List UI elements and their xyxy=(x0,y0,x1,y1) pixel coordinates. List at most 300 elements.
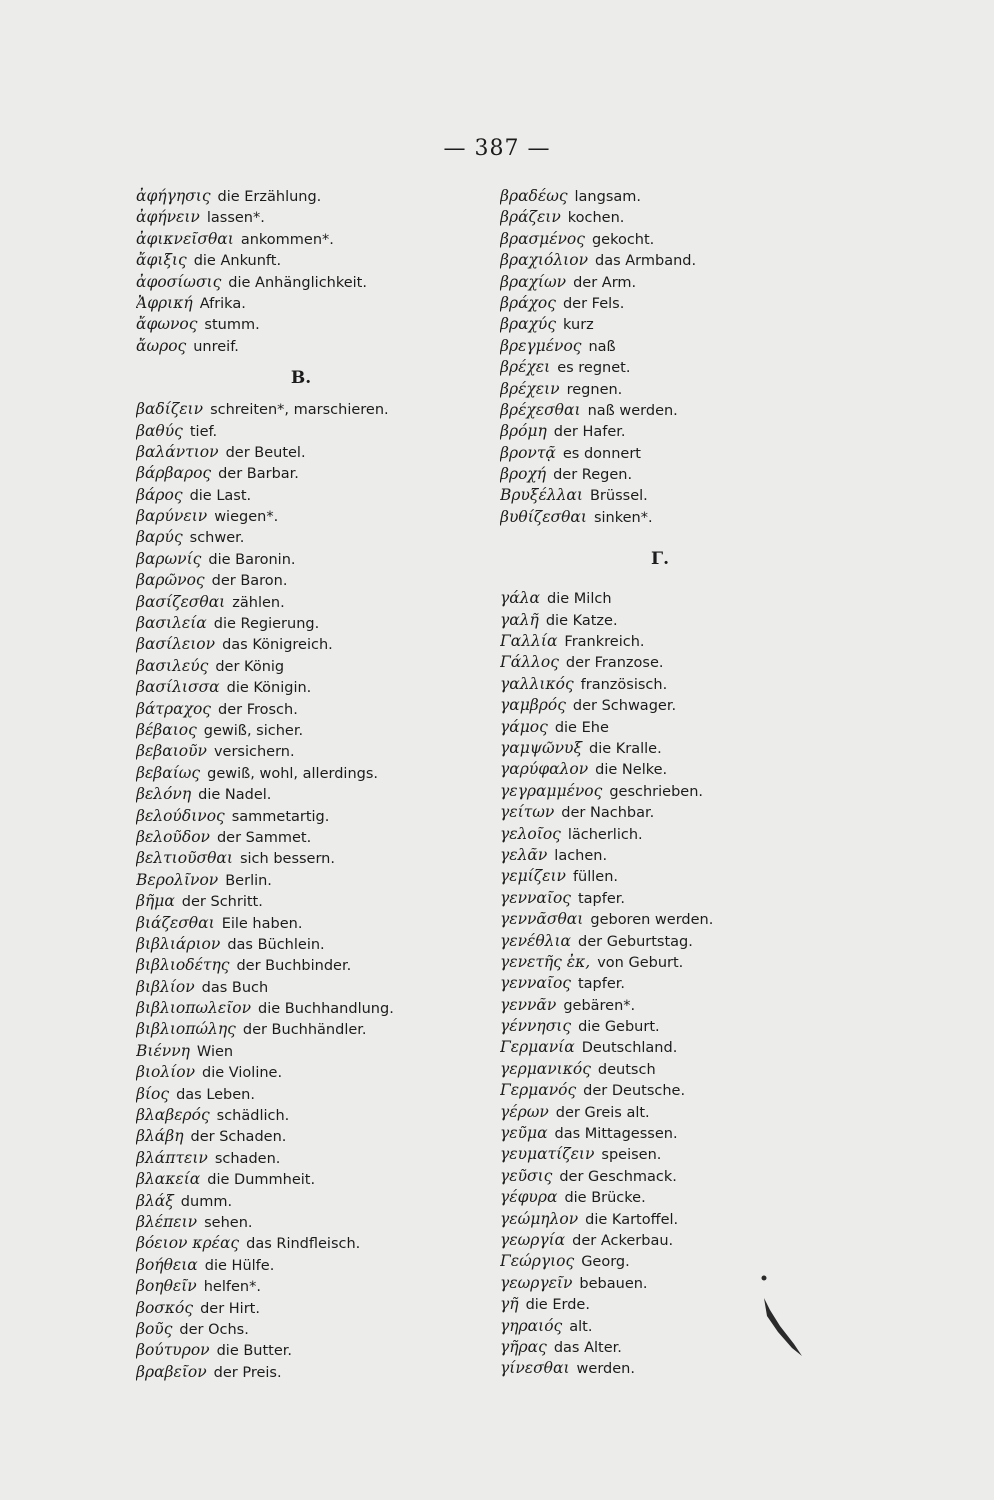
dictionary-entry xyxy=(136,1019,476,1040)
german-translation: der Schaden. xyxy=(190,1129,287,1146)
pencil-mark xyxy=(758,1270,806,1360)
german-translation: alt. xyxy=(569,1318,593,1335)
greek-term: βραβεῖον xyxy=(136,1362,207,1381)
greek-term: βραχύς xyxy=(500,315,557,334)
german-translation: der Hirt. xyxy=(200,1300,260,1317)
greek-term: βιάζεσθαι xyxy=(136,913,215,932)
dictionary-entry xyxy=(136,656,476,677)
dictionary-entry xyxy=(500,695,820,716)
dictionary-entry xyxy=(500,250,820,271)
dictionary-entry xyxy=(136,250,476,271)
dictionary-entry xyxy=(136,442,476,463)
german-translation: helfen*. xyxy=(203,1279,261,1296)
greek-term: γελᾶν xyxy=(500,845,548,864)
dictionary-entry xyxy=(500,229,820,250)
dictionary-entry xyxy=(136,891,476,912)
dictionary-entry xyxy=(500,400,820,421)
dictionary-entry xyxy=(500,357,820,378)
greek-term: βλάπτειν xyxy=(136,1148,208,1167)
greek-term: βρασμένος xyxy=(500,229,585,248)
dictionary-entry xyxy=(500,759,820,780)
german-translation: die Königin. xyxy=(226,680,312,697)
dictionary-entry xyxy=(136,421,476,442)
greek-term: βρέχειν xyxy=(500,379,560,398)
dictionary-entry xyxy=(136,1233,476,1254)
dictionary-entry xyxy=(136,1148,476,1169)
greek-term: βασίλισσα xyxy=(136,678,220,697)
german-translation: Deutschland. xyxy=(581,1040,678,1057)
german-translation: das Armband. xyxy=(595,253,697,270)
german-translation: der Buchhändler. xyxy=(242,1022,367,1039)
greek-term: Γεώργιος xyxy=(500,1252,575,1271)
german-translation: die Ankunft. xyxy=(193,253,282,270)
section-heading-gamma: Γ. xyxy=(651,549,669,570)
dictionary-entry xyxy=(500,1230,820,1251)
dictionary-entry xyxy=(500,931,820,952)
dictionary-entry xyxy=(136,592,476,613)
right-column xyxy=(500,186,820,1380)
dictionary-entry xyxy=(136,720,476,741)
german-translation: die Hülfe. xyxy=(204,1257,275,1274)
dictionary-entry xyxy=(500,379,820,400)
dictionary-entry xyxy=(136,613,476,634)
dictionary-entry xyxy=(136,763,476,784)
greek-term: βιολίον xyxy=(136,1063,196,1082)
german-translation: die Last. xyxy=(189,487,252,504)
dictionary-entry xyxy=(500,1209,820,1230)
german-translation: der Schwager. xyxy=(572,698,677,715)
greek-term: γαλῆ xyxy=(500,610,539,629)
greek-term: γῆρας xyxy=(500,1337,547,1356)
page-number: — 387 — xyxy=(443,136,551,161)
dictionary-entry xyxy=(136,485,476,506)
german-translation: das Buch xyxy=(201,979,269,996)
dictionary-entry xyxy=(500,909,820,930)
greek-term: ἀφικνεῖσθαι xyxy=(136,229,234,248)
greek-term: βραδέως xyxy=(500,187,568,205)
greek-term: γεννᾶν xyxy=(500,995,557,1014)
greek-term: γῆ xyxy=(500,1295,519,1314)
dictionary-entry xyxy=(500,1358,820,1379)
german-translation: das Leben. xyxy=(176,1086,255,1103)
dictionary-entry xyxy=(136,336,476,357)
greek-term: ἀφήνειν xyxy=(136,208,200,227)
dictionary-entry xyxy=(500,293,820,314)
german-translation: speisen. xyxy=(601,1147,662,1164)
greek-term: γεωργία xyxy=(500,1230,566,1249)
greek-term: βαλάντιον xyxy=(136,442,219,461)
dictionary-entry xyxy=(500,674,820,695)
greek-term: βιβλιοπώλης xyxy=(136,1020,236,1039)
greek-term: γεγραμμένος xyxy=(500,781,603,800)
greek-term: βραχιόλιον xyxy=(500,251,588,270)
greek-term: βαρῶνος xyxy=(136,571,205,590)
dictionary-entry xyxy=(136,463,476,484)
german-translation: stumm. xyxy=(204,317,260,334)
greek-term: γεώμηλον xyxy=(500,1209,579,1228)
german-translation: der Barbar. xyxy=(218,466,299,483)
dictionary-entry xyxy=(500,485,820,506)
german-translation: die Brücke. xyxy=(564,1190,646,1207)
greek-term: βαρύς xyxy=(136,528,183,547)
german-translation: lachen. xyxy=(554,847,608,864)
german-translation: der Beutel. xyxy=(225,444,306,461)
greek-term: γελοῖος xyxy=(500,824,561,843)
german-translation: die Milch xyxy=(547,591,612,608)
german-translation: der Ackerbau. xyxy=(572,1232,674,1249)
german-translation: der Regen. xyxy=(553,467,633,484)
dictionary-entry xyxy=(500,1166,820,1187)
greek-term: βίος xyxy=(136,1084,170,1103)
greek-term: γευματίζειν xyxy=(500,1145,595,1164)
german-translation: tapfer. xyxy=(577,890,626,907)
greek-term: γεμίζειν xyxy=(500,867,566,886)
greek-term: ἄωρος xyxy=(136,336,187,355)
greek-term: βασιλεύς xyxy=(136,656,209,675)
dictionary-entry xyxy=(500,995,820,1016)
german-translation: gewiß, wohl, allerdings. xyxy=(207,765,379,782)
german-translation: die Baronin. xyxy=(208,551,296,568)
dictionary-entry xyxy=(136,870,476,891)
greek-term: βυθίζεσθαι xyxy=(500,507,587,526)
german-translation: das Rindfleisch. xyxy=(246,1236,361,1253)
entries-gamma-section xyxy=(500,588,820,1379)
dictionary-entry xyxy=(500,738,820,759)
dictionary-entry xyxy=(136,784,476,805)
dictionary-entry xyxy=(500,1016,820,1037)
greek-term: βλάβη xyxy=(136,1127,184,1146)
dictionary-entry xyxy=(136,1041,476,1062)
german-translation: das Büchlein. xyxy=(227,936,325,953)
greek-term: ἄφιξις xyxy=(136,251,187,270)
greek-term: βασίζεσθαι xyxy=(136,592,226,611)
dictionary-entry xyxy=(136,806,476,827)
greek-term: γεῦμα xyxy=(500,1124,548,1143)
greek-term: βέβαιος xyxy=(136,720,197,739)
german-translation: naß werden. xyxy=(587,402,678,419)
dictionary-entry xyxy=(500,507,820,528)
german-translation: die Nadel. xyxy=(198,787,272,804)
greek-term: βάρος xyxy=(136,485,183,504)
german-translation: schwer. xyxy=(189,530,245,547)
german-translation: geschrieben. xyxy=(609,783,704,800)
german-translation: Afrika. xyxy=(199,295,246,312)
greek-term: γαρύφαλον xyxy=(500,760,589,779)
german-translation: die Nelke. xyxy=(595,762,668,779)
greek-term: γηραιός xyxy=(500,1316,563,1335)
greek-term: ἀφοσίωσις xyxy=(136,272,222,291)
greek-term: γενναῖος xyxy=(500,974,571,993)
german-translation: die Geburt. xyxy=(578,1019,660,1036)
greek-term: βοήθεια xyxy=(136,1255,198,1274)
greek-term: βιβλιοπωλεῖον xyxy=(136,999,252,1018)
german-translation: die Kartoffel. xyxy=(585,1211,679,1228)
german-translation: ankommen*. xyxy=(240,231,334,248)
dictionary-entry xyxy=(136,1319,476,1340)
german-translation: der König xyxy=(215,658,285,675)
german-translation: wiegen*. xyxy=(214,509,279,526)
german-translation: es regnet. xyxy=(557,360,631,377)
greek-term: βαρωνίς xyxy=(136,549,202,568)
german-translation: schädlich. xyxy=(216,1108,290,1125)
german-translation: der Geschmack. xyxy=(559,1168,677,1185)
german-translation: Georg. xyxy=(581,1254,630,1271)
german-translation: versichern. xyxy=(213,744,295,761)
german-translation: die Anhänglichkeit. xyxy=(228,274,367,291)
german-translation: bebauen. xyxy=(579,1275,648,1292)
greek-term: Βερολῖνον xyxy=(136,870,219,889)
greek-term: βρεγμένος xyxy=(500,336,582,355)
greek-term: γίνεσθαι xyxy=(500,1359,570,1378)
greek-term: βασιλεία xyxy=(136,614,207,633)
dictionary-entry xyxy=(136,913,476,934)
greek-term: γαλλικός xyxy=(500,674,574,693)
german-translation: der Fels. xyxy=(562,295,625,312)
dictionary-entry xyxy=(500,888,820,909)
dictionary-entry xyxy=(500,652,820,673)
german-translation: der Franzose. xyxy=(565,655,664,672)
german-translation: die Erzählung. xyxy=(217,189,322,205)
german-translation: deutsch xyxy=(597,1061,656,1078)
dictionary-entry xyxy=(136,955,476,976)
german-translation: die Ehe xyxy=(554,719,609,736)
german-translation: die Buchhandlung. xyxy=(258,1001,394,1018)
greek-term: βρέχει xyxy=(500,358,551,377)
german-translation: sinken*. xyxy=(593,509,653,526)
german-translation: von Geburt. xyxy=(597,954,684,971)
greek-term: βράζειν xyxy=(500,208,561,227)
dictionary-entry xyxy=(500,272,820,293)
dictionary-entry xyxy=(500,1059,820,1080)
german-translation: unreif. xyxy=(193,338,239,355)
dictionary-entry xyxy=(136,527,476,548)
german-translation: die Butter. xyxy=(216,1343,293,1360)
dictionary-entry xyxy=(500,207,820,228)
greek-term: βλακεία xyxy=(136,1170,201,1189)
dictionary-entry xyxy=(136,1298,476,1319)
greek-term: βλαβερός xyxy=(136,1106,210,1125)
german-translation: die Katze. xyxy=(545,612,618,629)
dictionary-entry xyxy=(136,186,476,207)
dictionary-entry xyxy=(136,741,476,762)
german-translation: das Alter. xyxy=(553,1339,622,1356)
german-translation: kurz xyxy=(563,317,594,334)
german-translation: naß xyxy=(588,338,616,355)
german-translation: Berlin. xyxy=(225,872,272,889)
german-translation: langsam. xyxy=(574,189,641,205)
dictionary-entry xyxy=(500,631,820,652)
greek-term: βροντᾷ xyxy=(500,443,556,462)
dictionary-entry xyxy=(500,186,820,207)
dictionary-entry xyxy=(136,1191,476,1212)
german-translation: Frankreich. xyxy=(564,634,645,651)
greek-term: γενετῆς ἐκ, xyxy=(500,952,591,971)
dictionary-entry xyxy=(136,229,476,250)
german-translation: sammetartig. xyxy=(231,808,330,825)
dictionary-entry xyxy=(500,866,820,887)
dictionary-entry xyxy=(500,845,820,866)
dictionary-entry xyxy=(136,1255,476,1276)
greek-term: βοσκός xyxy=(136,1298,194,1317)
german-translation: gewiß, sicher. xyxy=(203,722,304,739)
greek-term: Γερμανός xyxy=(500,1081,577,1100)
greek-term: γεννᾶσθαι xyxy=(500,910,584,929)
greek-term: γάμος xyxy=(500,717,548,736)
german-translation: der Nachbar. xyxy=(561,805,655,822)
dictionary-entry xyxy=(500,824,820,845)
greek-term: γάλα xyxy=(500,589,541,608)
dictionary-entry xyxy=(500,464,820,485)
dictionary-entry xyxy=(136,1212,476,1233)
dictionary-entry xyxy=(500,717,820,738)
german-translation: der Frosch. xyxy=(218,701,298,718)
german-translation: das Mittagessen. xyxy=(554,1126,678,1143)
greek-term: βάτραχος xyxy=(136,699,211,718)
greek-term: βαθύς xyxy=(136,421,183,440)
entries-b-continued-section xyxy=(500,186,820,528)
greek-term: γέρων xyxy=(500,1102,549,1121)
german-translation: werden. xyxy=(576,1361,635,1378)
german-translation: der Sammet. xyxy=(216,829,312,846)
dictionary-entry xyxy=(136,1084,476,1105)
dictionary-entry xyxy=(136,570,476,591)
dictionary-entry xyxy=(136,549,476,570)
greek-term: γεωργεῖν xyxy=(500,1273,573,1292)
german-translation: dumm. xyxy=(180,1193,233,1210)
greek-term: βελούδινος xyxy=(136,806,225,825)
dictionary-entry xyxy=(136,1340,476,1361)
dictionary-entry xyxy=(136,977,476,998)
greek-term: γέφυρα xyxy=(500,1188,558,1207)
greek-term: βάρβαρος xyxy=(136,464,212,483)
entries-b-section xyxy=(136,399,476,1383)
german-translation: kochen. xyxy=(567,210,625,227)
dictionary-entry xyxy=(500,1187,820,1208)
dictionary-entry xyxy=(136,1276,476,1297)
dictionary-entry xyxy=(136,1105,476,1126)
german-translation: geboren werden. xyxy=(590,912,714,929)
greek-term: βαρύνειν xyxy=(136,507,208,526)
greek-term: βελοῦδον xyxy=(136,827,210,846)
greek-term: βοῦς xyxy=(136,1319,173,1338)
german-translation: füllen. xyxy=(572,869,619,886)
dictionary-entry xyxy=(500,610,820,631)
entries-a-section xyxy=(136,186,476,357)
dictionary-entry xyxy=(500,952,820,973)
dictionary-entry xyxy=(500,588,820,609)
greek-term: βελτιοῦσθαι xyxy=(136,849,233,868)
german-translation: Wien xyxy=(196,1043,234,1060)
dictionary-entry xyxy=(500,314,820,335)
greek-term: Γάλλος xyxy=(500,653,559,672)
greek-term: γεῦσις xyxy=(500,1166,553,1185)
greek-term: βούτυρον xyxy=(136,1341,210,1360)
dictionary-entry xyxy=(500,336,820,357)
greek-term: βράχος xyxy=(500,293,556,312)
left-column xyxy=(136,186,476,1383)
dictionary-entry xyxy=(500,443,820,464)
german-translation: die Violine. xyxy=(202,1065,283,1082)
greek-term: Γαλλία xyxy=(500,632,558,651)
greek-term: βλάξ xyxy=(136,1191,174,1210)
german-translation: tapfer. xyxy=(577,976,626,993)
dictionary-entry xyxy=(136,934,476,955)
german-translation: der Schritt. xyxy=(181,894,263,911)
german-translation: der Deutsche. xyxy=(583,1083,686,1100)
dictionary-entry xyxy=(136,848,476,869)
german-translation: regnen. xyxy=(566,381,623,398)
dictionary-entry xyxy=(500,973,820,994)
greek-term: βασίλειον xyxy=(136,635,216,654)
greek-term: βεβαιοῦν xyxy=(136,742,207,761)
german-translation: das Königreich. xyxy=(222,637,333,654)
greek-term: βραχίων xyxy=(500,272,567,291)
greek-term: βρέχεσθαι xyxy=(500,400,581,419)
greek-term: γαμβρός xyxy=(500,696,566,715)
greek-term: βεβαίως xyxy=(136,763,201,782)
greek-term: ἄφωνος xyxy=(136,315,198,334)
german-translation: schaden. xyxy=(214,1150,281,1167)
greek-term: βλέπειν xyxy=(136,1212,198,1231)
german-translation: die Dummheit. xyxy=(207,1172,316,1189)
german-translation: sehen. xyxy=(204,1214,253,1231)
greek-term: Βρυξέλλαι xyxy=(500,486,583,505)
greek-term: βῆμα xyxy=(136,892,175,911)
dictionary-entry xyxy=(136,1126,476,1147)
greek-term: βιβλίον xyxy=(136,977,195,996)
dictionary-entry xyxy=(136,272,476,293)
german-translation: lächerlich. xyxy=(567,826,643,843)
greek-term: βαδίζειν xyxy=(136,400,204,419)
dictionary-entry xyxy=(136,1062,476,1083)
greek-term: βοηθεῖν xyxy=(136,1277,197,1296)
german-translation: zählen. xyxy=(232,594,285,611)
greek-term: βιβλιάριον xyxy=(136,934,221,953)
dictionary-entry xyxy=(136,399,476,420)
greek-term: γερμανικός xyxy=(500,1059,591,1078)
german-translation: Brüssel. xyxy=(589,488,648,505)
dictionary-entry xyxy=(136,506,476,527)
section-heading-b: B. xyxy=(290,368,312,389)
german-translation: der Greis alt. xyxy=(555,1104,650,1121)
dictionary-entry xyxy=(500,1080,820,1101)
dictionary-entry xyxy=(500,781,820,802)
german-translation: sich bessern. xyxy=(239,851,335,868)
german-translation: der Hafer. xyxy=(553,424,626,441)
dictionary-entry xyxy=(136,699,476,720)
german-translation: der Baron. xyxy=(211,573,288,590)
dictionary-entry xyxy=(136,1362,476,1383)
german-translation: Eile haben. xyxy=(221,915,303,932)
german-translation: die Erde. xyxy=(525,1297,590,1314)
german-translation: schreiten*, marschieren. xyxy=(210,402,389,419)
dictionary-entry xyxy=(136,1169,476,1190)
german-translation: die Kralle. xyxy=(588,740,662,757)
dictionary-entry xyxy=(136,634,476,655)
german-translation: gekocht. xyxy=(591,231,655,248)
greek-term: γαμψῶνυξ xyxy=(500,738,582,757)
greek-term: βρόμη xyxy=(500,422,547,441)
dictionary-entry xyxy=(500,1037,820,1058)
greek-term: βόειον κρέας xyxy=(136,1234,240,1253)
german-translation: der Arm. xyxy=(573,274,637,291)
dictionary-entry xyxy=(500,1144,820,1165)
dictionary-entry xyxy=(136,207,476,228)
german-translation: lassen*. xyxy=(206,210,265,227)
german-translation: es donnert xyxy=(562,445,641,462)
greek-term: Βιέννη xyxy=(136,1041,190,1060)
greek-term: βροχή xyxy=(500,465,547,484)
